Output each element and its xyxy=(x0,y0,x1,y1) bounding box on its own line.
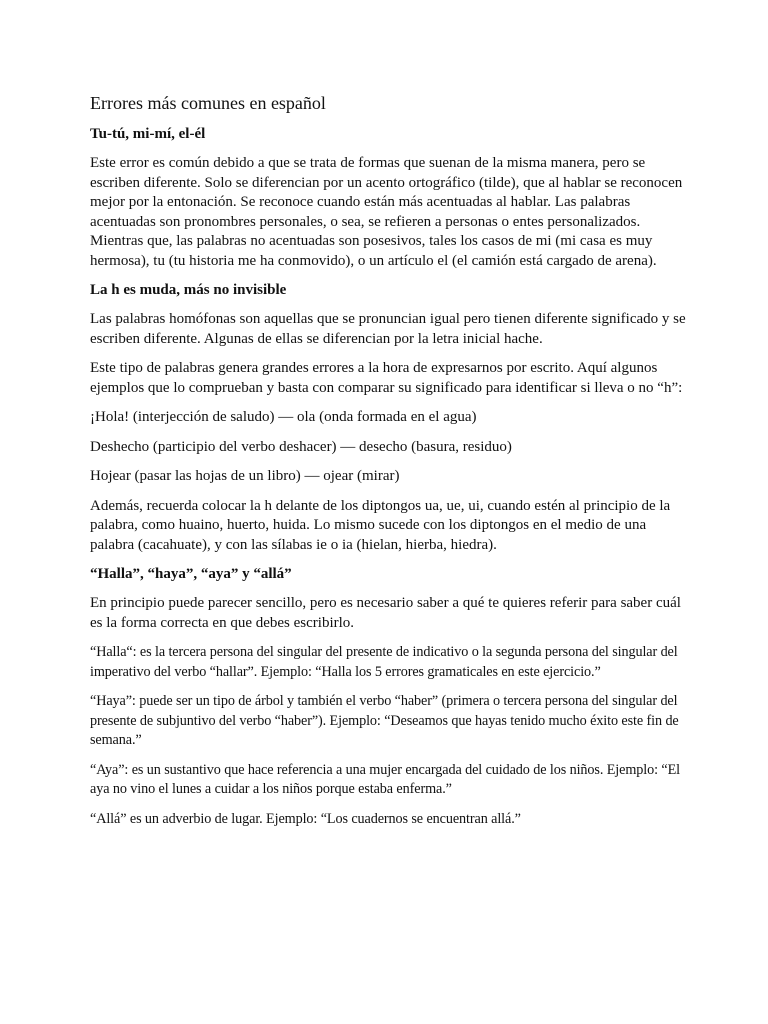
paragraph: Además, recuerda colocar la h delante de los diptongos ua, ue, ui, cuando estén al principio de la palabra, como huaino, huerto, huida. Lo mismo sucede con los diptongos en el medio de una palabra (cacahuate), y con las sílabas ie o ia (hielan, hierba, hiedra). xyxy=(90,497,671,553)
paragraph: Este tipo de palabras genera grandes errores a la hora de expresarnos por escrito. Aquí algunos ejemplos que lo comprueban y basta con comparar su significado para identificar si lleva o no “h”: xyxy=(90,360,683,396)
section-heading-h-muda: La h es muda, más no invisible xyxy=(90,282,287,298)
section-heading-tu-tu: Tu-tú, mi-mí, el-él xyxy=(90,126,206,142)
paragraph: Las palabras homófonas son aquellas que se pronuncian igual pero tienen diferente significado y se escriben diferente. Algunas de ellas se diferencian por la letra inicial hache. xyxy=(90,311,686,347)
section-heading-halla-haya: “Halla”, “haya”, “aya” y “allá” xyxy=(90,566,292,582)
example-line: ¡Hola! (interjección de saludo) — ola (onda formada en el agua) xyxy=(90,409,477,425)
definition-aya: “Aya”: es un sustantivo que hace referencia a una mujer encargada del cuidado de los niños. Ejemplo: “El aya no vino el lunes a cuidar a los niños porque estaba enferma.” xyxy=(90,761,680,797)
document-title: Errores más comunes en español xyxy=(90,93,326,113)
example-line: Hojear (pasar las hojas de un libro) — ojear (mirar) xyxy=(90,468,400,484)
paragraph: Este error es común debido a que se trata de formas que suenan de la misma manera, pero se escriben diferente. Solo se diferencian por un acento ortográfico (tilde), que al hablar se reconocen mejor por la entonación. Se reconoce cuando están más acentuadas al hablar. Las palabras acentuadas son pronombres personales, o sea, se refieren a personas o entes personalizados. Mientras que, las palabras no acentuadas son posesivos, tales los casos de mi (mi casa es muy hermosa), tu (tu historia me ha conmovido), o un artículo el (el camión está cargado de arena). xyxy=(90,155,683,269)
definition-halla: “Halla“: es la tercera persona del singular del presente de indicativo o la segunda persona del singular del imperativo del verbo “hallar”. Ejemplo: “Halla los 5 errores gramaticales en este ejercicio.” xyxy=(90,644,678,680)
definition-haya: “Haya”: puede ser un tipo de árbol y también el verbo “haber” (primera o tercera persona del singular del presente de subjuntivo del verbo “haber”). Ejemplo: “Deseamos que hayas tenido mucho éxito este fin de semana.” xyxy=(90,693,679,748)
paragraph: En principio puede parecer sencillo, pero es necesario saber a qué te quieres referir para saber cuál es la forma correcta en que debes escribirlo. xyxy=(90,595,681,631)
example-line: Deshecho (participio del verbo deshacer) — desecho (basura, residuo) xyxy=(90,438,512,455)
document-page xyxy=(90,92,690,839)
definition-alla: “Allá” es un adverbio de lugar. Ejemplo: “Los cuadernos se encuentran allá.” xyxy=(90,810,521,827)
